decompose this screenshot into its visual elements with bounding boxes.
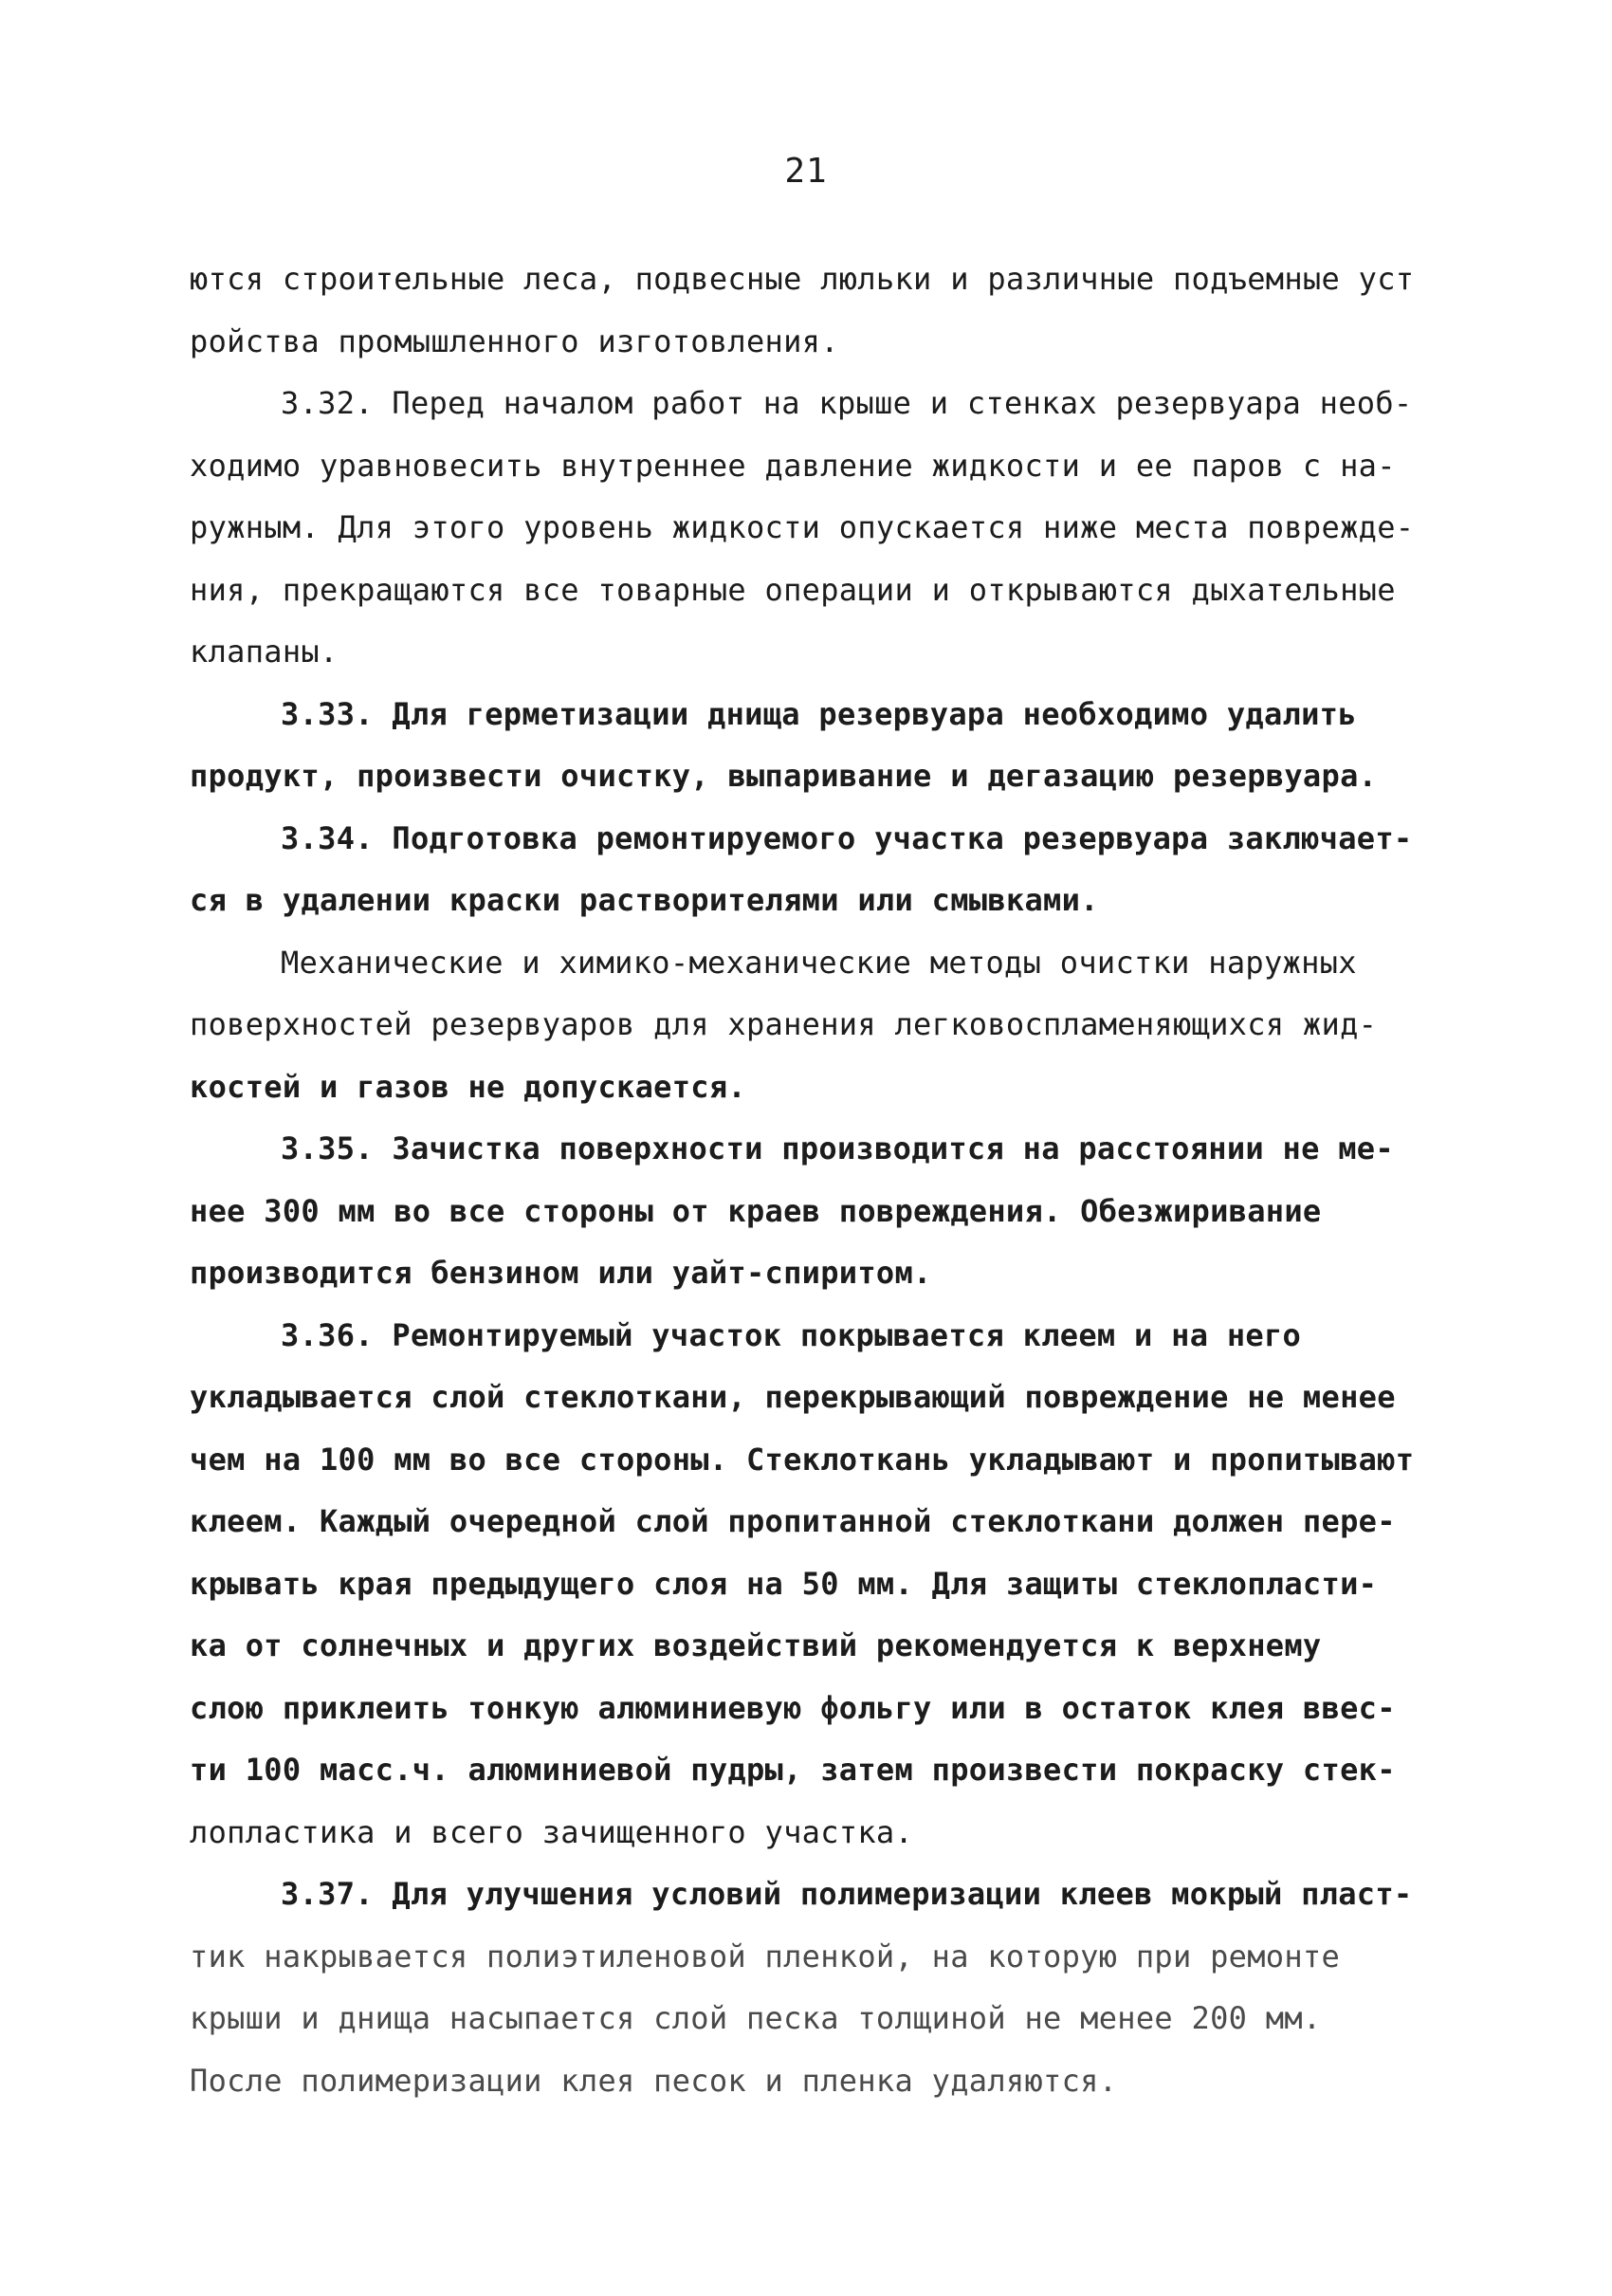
text-line: производится бензином или уайт-спиритом.: [190, 1255, 932, 1291]
text-line: крывать края предыдущего слоя на 50 мм. Для защиты стеклопласти-: [190, 1565, 1378, 1602]
text-line: ройства промышленного изготовления.: [190, 322, 839, 359]
text-line: 3.37. Для улучшения условий полимеризации клеев мокрый пласт-: [281, 1876, 1413, 1912]
text-line: чем на 100 мм во все стороны. Стеклоткань укладывают и пропитывают: [190, 1441, 1415, 1478]
text-line: ходимо уравновесить внутреннее давление жидкости и ее паров с на-: [190, 447, 1396, 484]
text-line: лопластика и всего зачищенного участка.: [190, 1813, 914, 1850]
text-line: 3.36. Ремонтируемый участок покрывается клеем и на него: [281, 1316, 1302, 1353]
text-line: тик накрывается полиэтиленовой пленкой, на которую при ремонте: [190, 1938, 1341, 1975]
text-line: ти 100 масс.ч. алюминиевой пудры, затем произвести покраску стек-: [190, 1752, 1396, 1788]
text-line: костей и газов не допускается.: [190, 1068, 746, 1105]
text-line: 3.34. Подготовка ремонтируемого участка резервуара заключает-: [281, 819, 1413, 856]
text-line: Механические и химико-механические методы очистки наружных: [281, 944, 1357, 981]
body-text: [190, 248, 1432, 2112]
text-line: клапаны.: [190, 634, 339, 670]
text-line: слою приклеить тонкую алюминиевую фольгу или в остаток клея ввес-: [190, 1689, 1396, 1726]
text-line: крыши и днища насыпается слой песка толщиной не менее 200 мм.: [190, 2000, 1322, 2036]
text-line: ния, прекращаются все товарные операции и открываются дыхательные: [190, 571, 1396, 608]
text-line: укладывается слой стеклоткани, перекрывающий повреждение не менее: [190, 1379, 1396, 1415]
text-line: ка от солнечных и других воздействий рекомендуется к верхнему: [190, 1627, 1322, 1663]
text-line: поверхностей резервуаров для хранения легковоспламеняющихся жид-: [190, 1006, 1378, 1042]
text-line: 3.33. Для герметизации днища резервуара необходимо удалить: [281, 695, 1357, 732]
text-line: После полимеризации клея песок и пленка удаляются.: [190, 2062, 1118, 2099]
text-line: 3.35. Зачистка поверхности производится на расстоянии не ме-: [281, 1130, 1394, 1166]
text-line: ружным. Для этого уровень жидкости опускается ниже места поврежде-: [190, 509, 1415, 545]
text-line: ся в удалении краски растворителями или смывками.: [190, 882, 1099, 918]
text-line: клеем. Каждый очередной слой пропитанной стеклоткани должен пере-: [190, 1503, 1396, 1539]
text-line: ются строительные леса, подвесные люльки и различные подъемные уст: [190, 261, 1415, 297]
text-line: продукт, произвести очистку, выпаривание и дегазацию резервуара.: [190, 758, 1378, 794]
text-line: нее 300 мм во все стороны от краев повреждения. Обезжиривание: [190, 1192, 1322, 1229]
page-number: 21: [784, 152, 828, 191]
text-line: 3.32. Перед началом работ на крыше и стенках резервуара необ-: [281, 385, 1413, 421]
